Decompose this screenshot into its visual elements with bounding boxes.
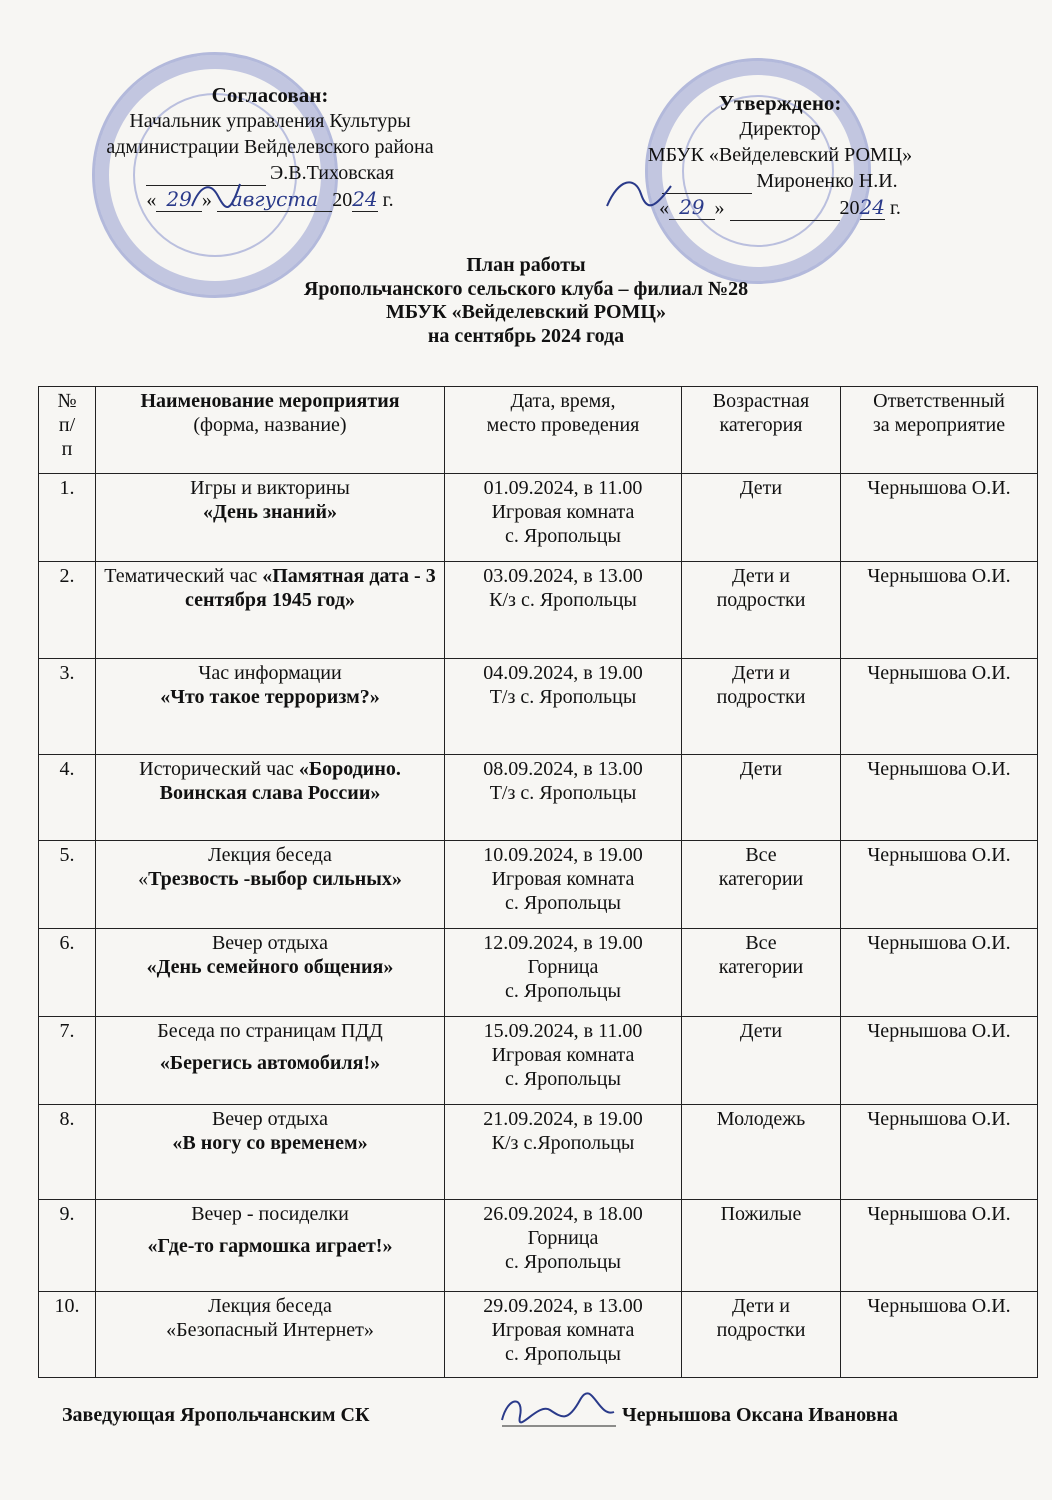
table-row: 3. Час информации «Что такое терроризм?» 04.09.2024, в 19.00 Т/з с. Яропольцы Дети и подростки Чернышова О.И. <box>39 659 1038 755</box>
agreed-date-month: августа <box>217 187 332 212</box>
title-line3: МБУК «Вейделевский РОМЦ» <box>386 301 666 323</box>
header-name: Наименование мероприятия (форма, название) <box>96 387 445 474</box>
agreed-date-day: 29 <box>156 187 201 212</box>
table-header-row <box>39 387 1038 474</box>
approved-date-day: 29 <box>669 195 714 220</box>
document-title <box>0 254 1052 348</box>
table-row: 7. Беседа по страницам ПДД «Берегись автомобиля!» 15.09.2024, в 11.00 Игровая комната с. Яропольцы Дети Чернышова О.И. <box>39 1017 1038 1105</box>
agreed-date-year: 24 <box>352 187 378 211</box>
table-row: 10. Лекция беседа «Безопасный Интернет» 29.09.2024, в 13.00 Игровая комната с. Яропольцы Дети и подростки Чернышова О.И. <box>39 1292 1038 1378</box>
approved-line2: МБУК «Вейделевский РОМЦ» <box>647 144 913 166</box>
approved-signer: Мироненко Н.И. <box>756 170 898 192</box>
agreed-date: « 29 » августа 2024 г. <box>146 187 394 211</box>
table-row: 2. Тематический час «Памятная дата - 3 сентября 1945 год» 03.09.2024, в 13.00 К/з с. Яропольцы Дети и подростки Чернышова О.И. <box>39 562 1038 659</box>
header-responsible: Ответственный за мероприятие <box>841 387 1038 474</box>
agreed-line2: администрации Вейделевского района <box>106 136 434 158</box>
events-table <box>38 386 1038 1378</box>
footer-name: Чернышова Оксана Ивановна <box>622 1404 898 1426</box>
approved-heading: Утверждено: <box>718 91 842 115</box>
table-row: 1. Игры и викторины «День знаний» 01.09.2024, в 11.00 Игровая комната с. Яропольцы Дети Чернышова О.И. <box>39 474 1038 562</box>
table-row: 9. Вечер - посиделки «Где-то гармошка играет!» 26.09.2024, в 18.00 Горница с. Яропольцы Пожилые Чернышова О.И. <box>39 1200 1038 1292</box>
agreed-signer: Э.В.Тиховская <box>270 162 394 184</box>
header-date: Дата, время, место проведения <box>445 387 682 474</box>
approved-date: « 29 » 2024 г. <box>659 195 901 219</box>
agreed-block <box>60 82 480 213</box>
agreed-line1: Начальник управления Культуры <box>129 110 411 132</box>
title-line2: Яропольчанского сельского клуба – филиал №28 <box>303 277 749 300</box>
table-row: 4. Исторический час «Бородино. Воинская слава России» 08.09.2024, в 13.00 Т/з с. Яропольцы Дети Чернышова О.И. <box>39 755 1038 841</box>
header-age: Возрастная категория <box>682 387 841 474</box>
signature-mironenko <box>605 172 675 212</box>
signature-tikhovskaya <box>190 176 250 216</box>
table-row: 6. Вечер отдыха «День семейного общения» 12.09.2024, в 19.00 Горница с. Яропольцы Все категории Чернышова О.И. <box>39 929 1038 1017</box>
table-row: 8. Вечер отдыха «В ногу со временем» 21.09.2024, в 19.00 К/з с.Яропольцы Молодежь Чернышова О.И. <box>39 1105 1038 1200</box>
approved-date-year: 24 <box>859 195 885 219</box>
agreed-signature-line <box>60 160 480 186</box>
approved-line1: Директор <box>739 118 821 140</box>
header-num: № п/ п <box>39 387 96 474</box>
signature-chernyshova <box>498 1392 618 1432</box>
agreed-heading: Согласован: <box>211 83 329 107</box>
title-line4: на сентябрь 2024 года <box>427 324 625 347</box>
title-line1: План работы <box>466 254 586 276</box>
table-row: 5. Лекция беседа «Трезвость -выбор сильных» 10.09.2024, в 19.00 Игровая комната с. Яропольцы Все категории Чернышова О.И. <box>39 841 1038 929</box>
footer-position: Заведующая Яропольчанским СК <box>62 1404 370 1426</box>
